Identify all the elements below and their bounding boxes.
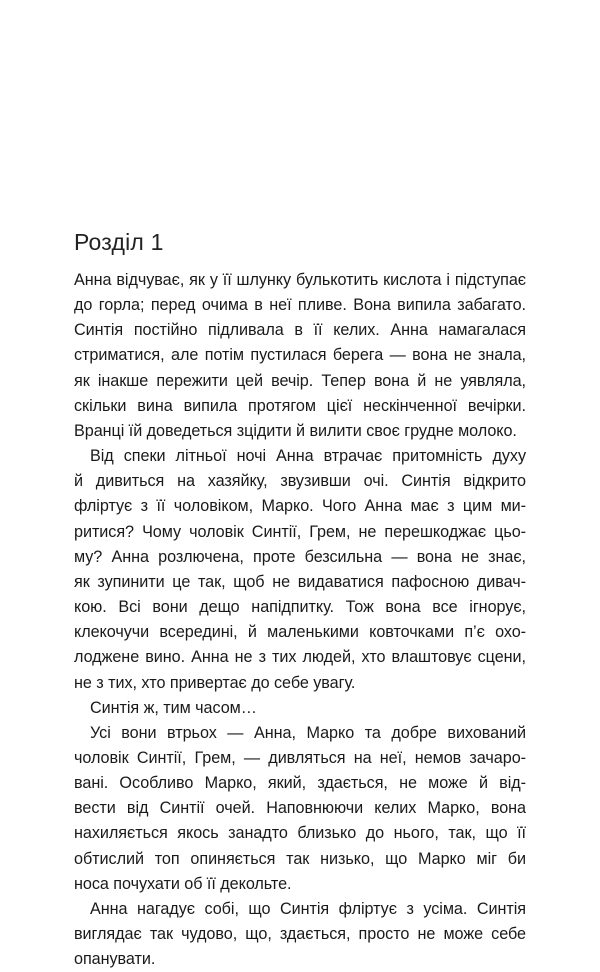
text-line: стриматися, але потім пустилася берега — вона не знала,: [74, 346, 526, 365]
text-line: кою. Всі вони дещо напідпитку. Тож вона все ігнорує,: [74, 598, 526, 617]
text-line: скільки вина випила протягом цієї нескінченної вечірки.: [74, 396, 526, 415]
text-line: вести від Синтії очей. Наповнюючи келих Марко, вона: [74, 799, 526, 818]
text-line: Від спеки літньої ночі Анна втрачає притомність духу: [90, 447, 526, 466]
text-line: й дивиться на хазяйку, звузивши очі. Синтія відкрито: [74, 472, 526, 491]
text-line: як зупинити це так, щоб не видаватися пафосною дивач-: [74, 572, 526, 591]
text-line: виглядає так чудово, що, здається, просто не може себе: [74, 925, 526, 944]
text-line: му? Анна розлючена, проте безсильна — вона не знає,: [74, 547, 526, 566]
text-line: Анна нагадує собі, що Синтія фліртує з усіма. Синтія: [90, 899, 526, 918]
paragraph: [74, 721, 526, 897]
text-line: Синтія ж, тим часом…: [90, 698, 257, 717]
paragraph: [74, 696, 526, 721]
text-line: Анна відчуває, як у її шлунку булькотить кислота і підступає: [74, 271, 526, 289]
text-line: до горла; перед очима в неї пливе. Вона випила забагато.: [74, 296, 526, 315]
text-line: носа почухати об її декольте.: [74, 874, 292, 893]
text-line: ритися? Чому чоловік Синтії, Грем, не перешкоджає цьо-: [74, 522, 526, 541]
paragraph: [74, 897, 526, 972]
text-line: клекочучи всередині, й маленькими ковточками п’є охо-: [74, 623, 526, 642]
text-line: вані. Особливо Марко, який, здається, не може й від-: [74, 774, 526, 793]
text-line: опанувати.: [74, 950, 156, 969]
text-line: нахиляється якось занадто близько до нього, так, що її: [74, 824, 526, 843]
text-line: фліртує з її чоловіком, Марко. Чого Анна має з цим ми-: [74, 497, 526, 516]
chapter-body: [74, 268, 526, 972]
text-line: Синтія постійно підливала в її келих. Анна намагалася: [74, 321, 526, 340]
text-line: лоджене вино. Анна не з тих людей, хто влаштовує сцени,: [74, 648, 526, 667]
text-line: як інакше пережити цей вечір. Тепер вона й не уявляла,: [74, 371, 526, 390]
text-line: Усі вони втрьох — Анна, Марко та добре вихований: [90, 723, 526, 742]
chapter-title: Розділ 1: [74, 229, 164, 255]
text-line: не з тих, хто привертає до себе увагу.: [74, 673, 356, 692]
text-line: обтислий топ опиняється так низько, що Марко міг би: [74, 849, 526, 868]
paragraph: [74, 268, 526, 444]
text-line: чоловік Синтії, Грем, — дивляться на неї, немов зачаро-: [74, 748, 526, 767]
paragraph: [74, 444, 526, 696]
text-line: Вранці їй доведеться зцідити й вилити своє грудне молоко.: [74, 421, 517, 440]
